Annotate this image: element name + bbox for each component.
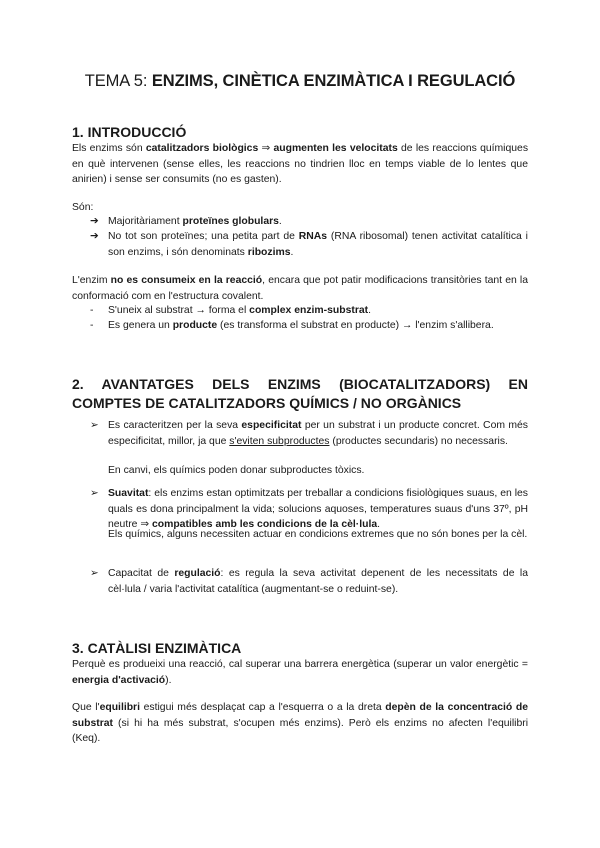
son-label: Són: — [72, 202, 94, 213]
section-3-paragraph-1: Perquè es produeixi una reacció, cal superar una barrera energètica (superar un valor energètic = energia d'activació). — [72, 659, 528, 686]
advantage-specificity-note: En canvi, els químics poden donar subproductes tòxics. — [108, 465, 365, 476]
section-2-heading: 2. AVANTATGES DELS ENZIMS (BIOCATALITZADORS) EN COMPTES DE CATALITZADORS QUÍMICS / NO ORGÀNICS — [72, 376, 528, 411]
advantage-mildness-note: Els químics, alguns necessiten actuar en condicions extremes que no són bones per la cèl. — [108, 529, 528, 540]
arrowhead-bullet-icon: ➢ — [90, 488, 99, 499]
dash-bullet: - — [90, 320, 94, 331]
son-item-2: No tot son proteïnes; una petita part de RNAs (RNA ribosomal) tenen activitat catalítica i son enzims, i són denominats ribozims. — [108, 231, 528, 258]
advantage-regulation: Capacitat de regulació: es regula la seva activitat depenent de les necessitats de la cèl·lula / varia l'activitat catalítica (augmentant-se o reduint-se). — [108, 568, 528, 595]
arrowhead-bullet-icon: ➢ — [90, 568, 99, 579]
arrow-bullet-icon: ➔ — [90, 231, 99, 242]
page-title — [0, 72, 600, 91]
advantage-mildness: Suavitat: els enzims estan optimitzats per treballar a condicions fisiològiques suaus, en les quals es dona principalment la vida; solucions aquoses, temperatures suaus d'uns 37º, pH neutre ⇒ compatibles amb les condicions de la cèl·lula. — [108, 488, 528, 530]
dash-item-1: S'uneix al substrat → forma el complex enzim-substrat. — [108, 305, 372, 316]
section-3-heading: 3. CATÀLISI ENZIMÀTICA — [72, 640, 242, 656]
arrowhead-bullet-icon: ➢ — [90, 420, 99, 431]
dash-bullet: - — [90, 305, 94, 316]
arrow-bullet-icon: ➔ — [90, 216, 99, 227]
title-main: ENZIMS, CINÈTICA ENZIMÀTICA I REGULACIÓ — [151, 72, 516, 90]
section-1-paragraph-2: L'enzim no es consumeix en la reacció, encara que pot patir modificacions transitòries tant en la conformació com en l'estructura covalent. — [72, 275, 529, 302]
section-1-paragraph-1: Els enzims són catalitzadors biològics ⇒ augmenten les velocitats de les reaccions químiques en què intervenen (sense elles, les reaccions no tindrien lloc en temps viable de lo lentes que anirien) i sense ser consumits (no es gasten). — [72, 143, 529, 185]
section-1-heading: 1. INTRODUCCIÓ — [72, 124, 187, 140]
section-3-paragraph-2: Que l'equilibri estigui més desplaçat cap a l'esquerra o a la dreta depèn de la concentració de substrat (si hi ha més substrat, s'ocupen més enzims). Però els enzims no afecten l'equilibri (Keq). — [72, 702, 529, 744]
son-item-1: Majoritàriament proteïnes globulars. — [108, 216, 282, 227]
dash-item-2: Es genera un producte (es transforma el substrat en producte) → l'enzim s'allibera. — [108, 320, 494, 331]
title-prefix: TEMA 5: — [84, 72, 148, 90]
advantage-specificity: Es caracteritzen per la seva especificitat per un substrat i un producte concret. Com més especificitat, millor, ja que s'eviten subproductes (productes secundaris) no necessaris. — [108, 420, 528, 447]
